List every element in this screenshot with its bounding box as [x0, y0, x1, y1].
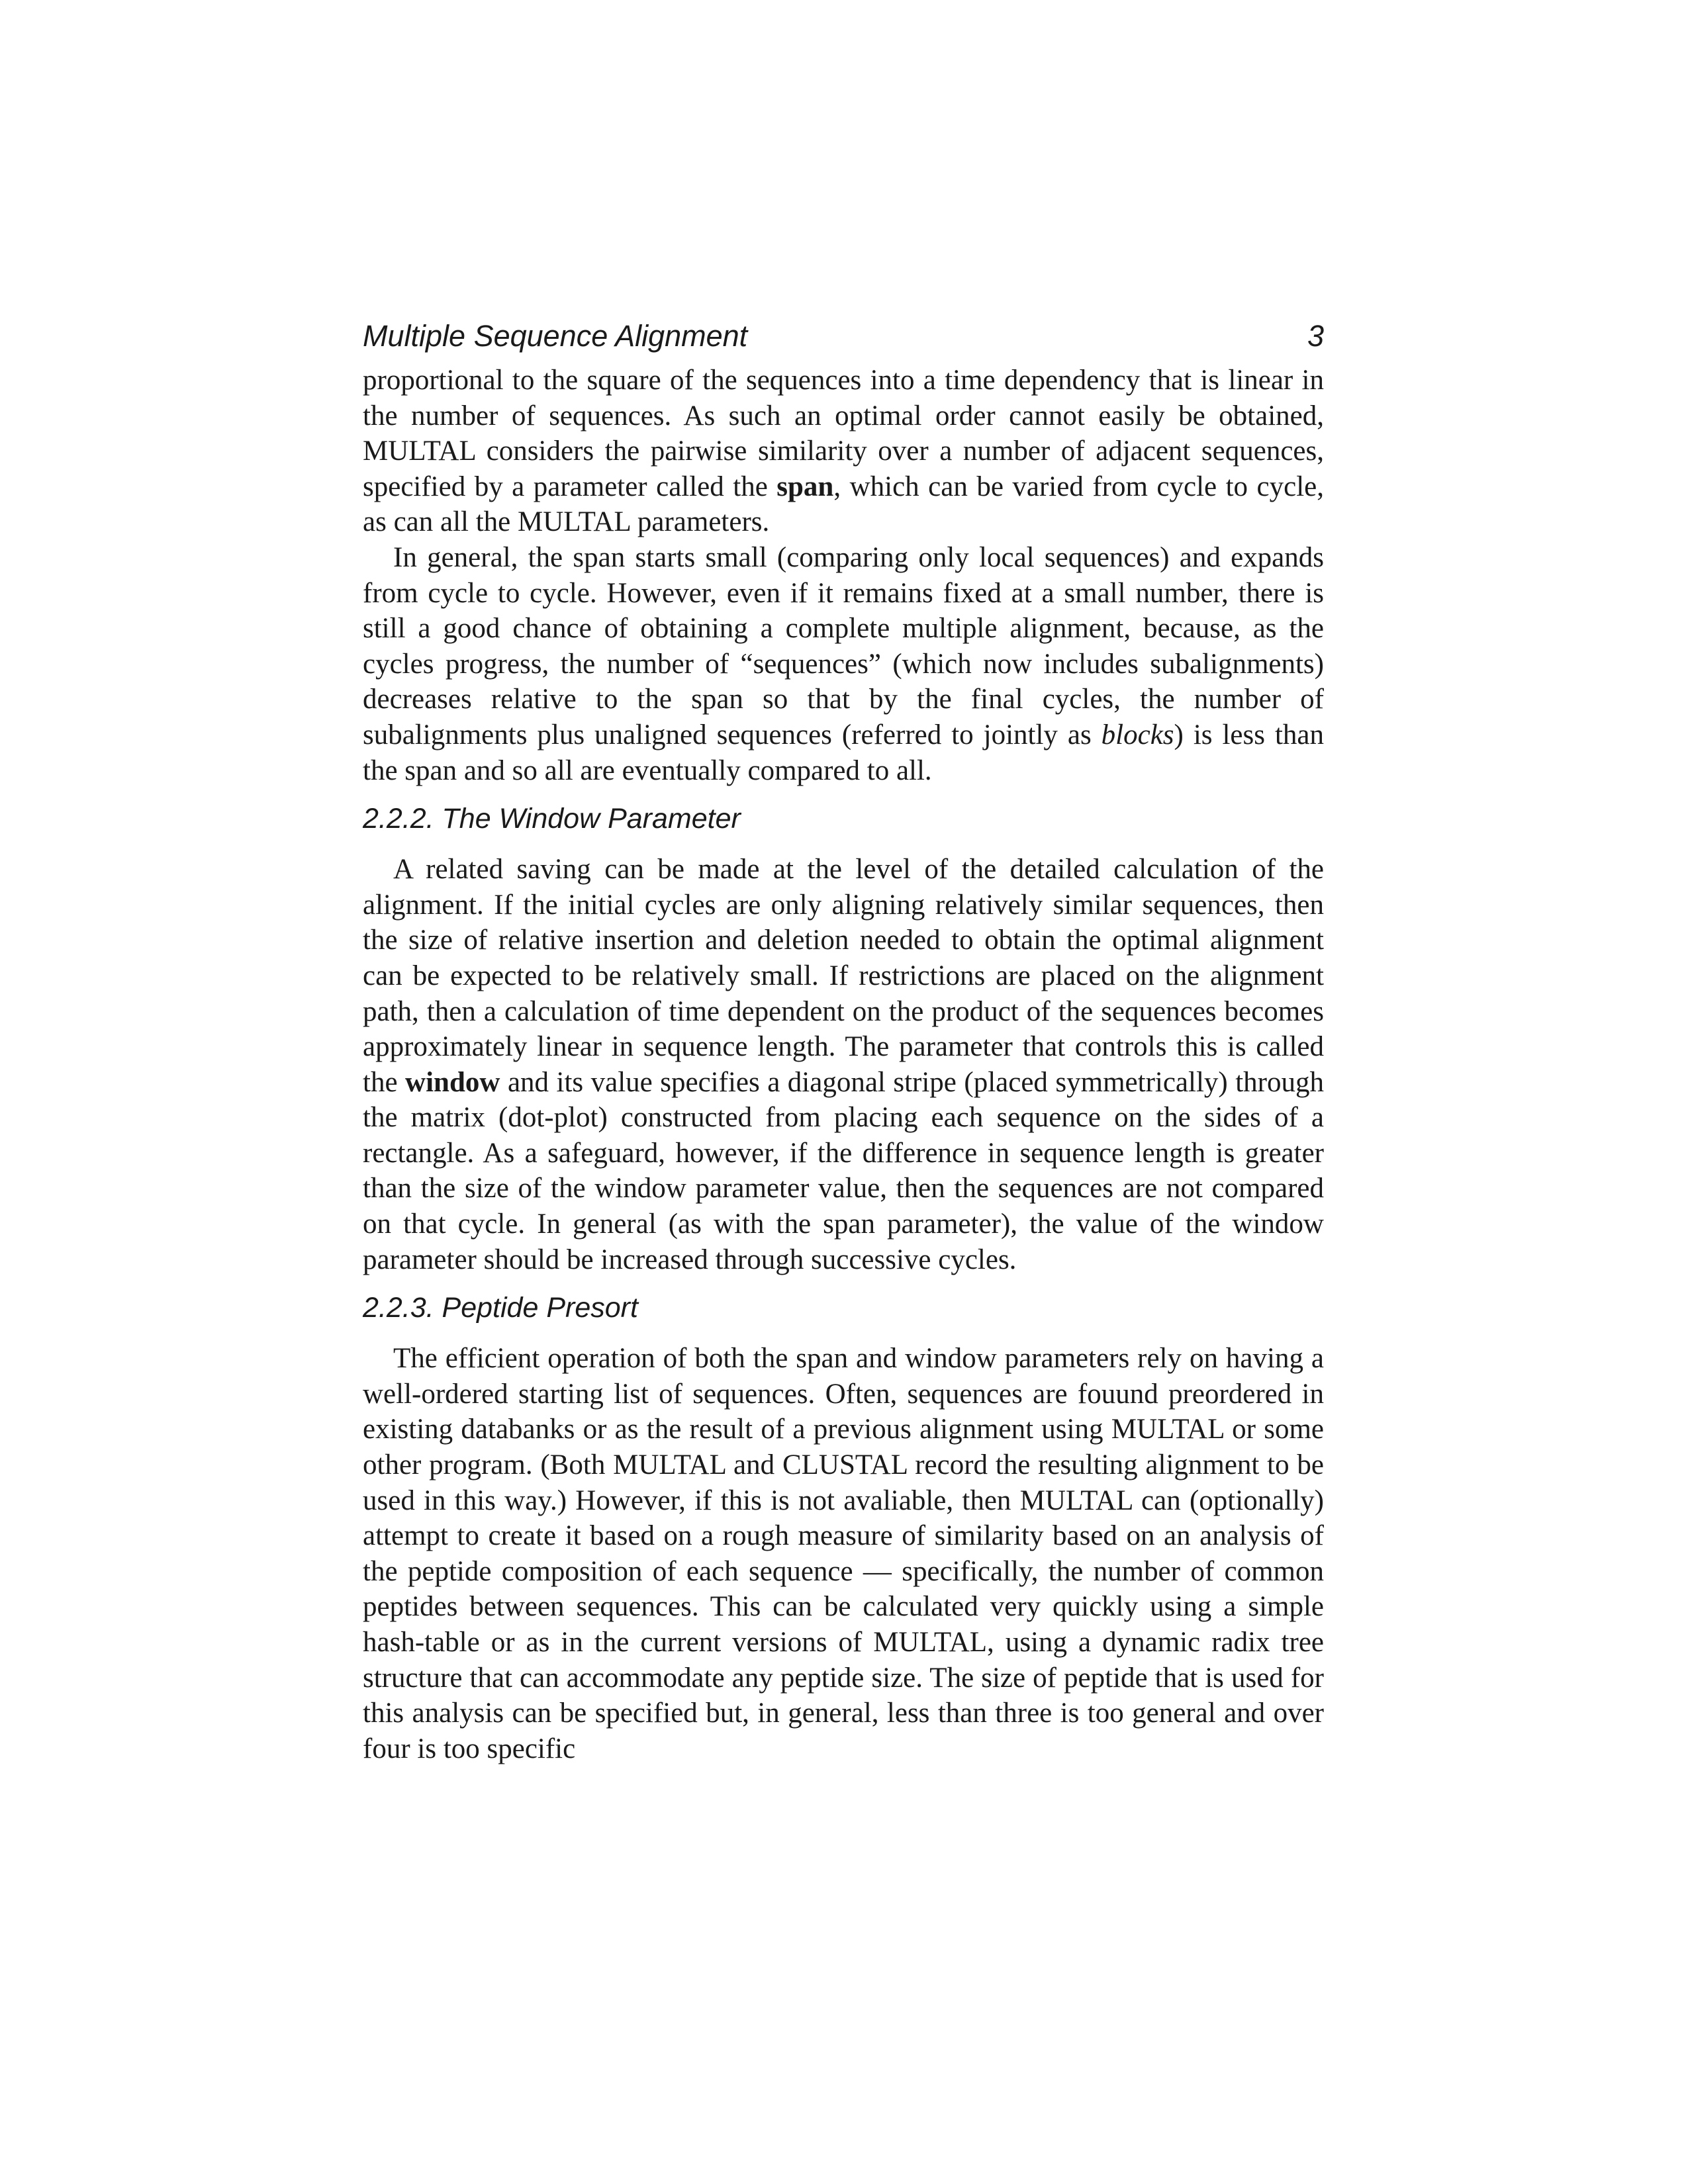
paragraph-peptide-presort: The efficient operation of both the span and window parameters rely on having a well-ordered starting list of sequences. Often, sequences are fouund preordered in existing databanks or as the result of a previous alignment using MULTAL or some other program. (Both MULTAL and CLUSTAL record the resulting alignment to be used in this way.) However, if this is not avaliable, then MULTAL can (optionally) attempt to create it based on a rough measure of similarity based on an analysis of the peptide composition of each sequence — specifically, the number of common peptides between sequences. This can be calculated very quickly using a simple hash-table or as in the current versions of MULTAL, using a dynamic radix tree structure that can accommodate any peptide size. The size of peptide that is used for this analysis can be specified but, in general, less than three is too general and over four is too specific — [363, 1343, 1324, 1764]
term-window: window — [405, 1066, 500, 1098]
paragraph-window-parameter — [363, 852, 1324, 1277]
section-heading-window-parameter: 2.2.2. The Window Parameter — [363, 803, 741, 835]
paragraph-2 — [363, 540, 1324, 788]
paragraph-2-text-a: In general, the span starts small (comparing only local sequences) and expands from cycle to cycle. However, even if it remains fixed at a small number, there is still a good chance of obtaining a complete multiple alignment, because, as the cycles progress, the number of “sequences” (which now includes subalignments) decreases relative to the span so that by the final cycles, the number of subalignments plus unaligned sequences (referred to jointly as — [363, 541, 1324, 751]
paragraph-1-text-a: proportional to the square of the sequences into a time dependency that is linear in the number of sequences. As such an optimal order cannot easily be obtained, MULTAL considers the pairwise similarity over a number of adjacent sequences, specified by a parameter called the — [363, 365, 1324, 502]
paragraph-window-text-b: and its value specifies a diagonal stripe (placed symmetrically) through the matrix (dot-plot) constructed from placing each sequence on the sides of a rectangle. As a safeguard, however, if the difference in sequence length is greater than the size of the window parameter value, then the sequences are not compared on that cycle. In general (as with the span parameter), the value of the window parameter should be increased through successive cycles. — [363, 1066, 1324, 1275]
term-blocks: blocks — [1101, 719, 1174, 751]
page-content — [363, 316, 1324, 1766]
running-title: Multiple Sequence Alignment — [363, 319, 748, 353]
paragraph-2-text-b: ) is less than the span and so all are eventually compared to all. — [363, 719, 1324, 786]
paragraph-1-text-b: , which can be varied from cycle to cycle, as can all the MULTAL parameters. — [363, 471, 1324, 538]
term-span: span — [776, 471, 834, 502]
paragraph-window-text-a: A related saving can be made at the level of the detailed calculation of the alignment. If the initial cycles are only aligning relatively similar sequences, then the size of relative insertion and deletion needed to obtain the optimal alignment can be expected to be relatively small. If restrictions are placed on the alignment path, then a calculation of time dependent on the product of the sequences becomes approximately linear in sequence length. The parameter that controls this is called the — [363, 854, 1324, 1098]
body-text — [363, 363, 1324, 1766]
section-heading-peptide-presort: 2.2.3. Peptide Presort — [363, 1292, 638, 1324]
running-header — [363, 316, 1324, 356]
paragraph-1 — [363, 363, 1324, 540]
page-number: 3 — [1307, 319, 1324, 353]
